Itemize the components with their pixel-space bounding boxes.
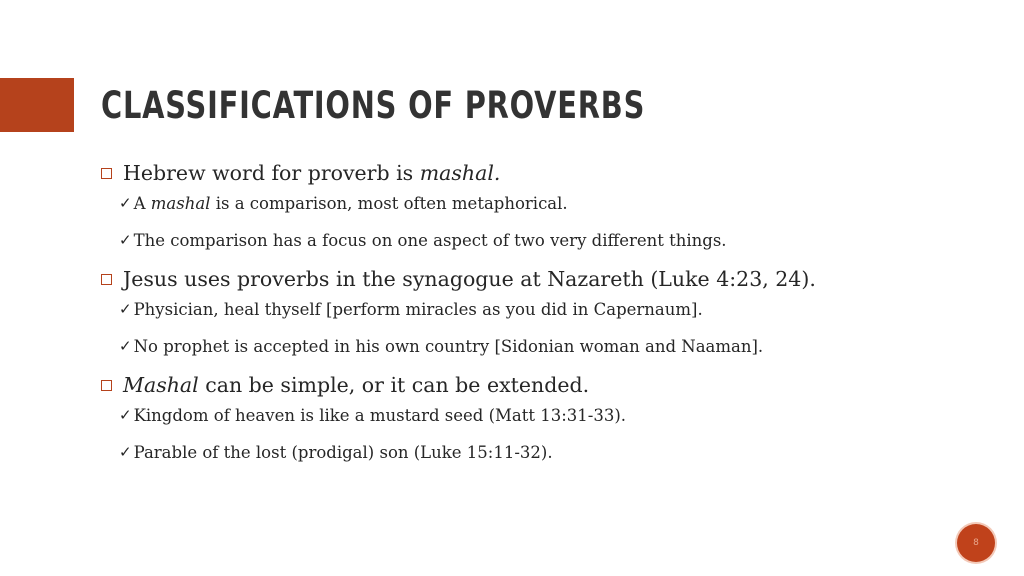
square-bullet-icon (101, 380, 112, 391)
bullet-text: Hebrew word for proverb is mashal. (123, 161, 501, 185)
title-block (0, 78, 799, 132)
bullet-item (100, 264, 1000, 294)
bullet-text: Mashal can be simple, or it can be extended. (123, 373, 590, 397)
sub-bullet-item (119, 333, 1000, 359)
sub-bullet-item (119, 190, 1000, 216)
bullet-item (100, 370, 1000, 400)
page-number-badge (957, 524, 995, 562)
sub-bullet-text: Kingdom of heaven is like a mustard seed (Matt 13:31-33). (133, 405, 627, 425)
bullet-group (100, 370, 1000, 465)
bullet-group (100, 264, 1000, 359)
checkmark-icon: ✓ (119, 443, 132, 461)
bullet-list (100, 158, 1000, 476)
checkmark-icon: ✓ (119, 231, 132, 249)
square-bullet-icon (101, 274, 112, 285)
sub-bullet-item (119, 227, 1000, 253)
checkmark-icon: ✓ (119, 194, 132, 212)
square-bullet-icon (101, 168, 112, 179)
checkmark-icon: ✓ (119, 300, 132, 318)
checkmark-icon: ✓ (119, 337, 132, 355)
bullet-text: Jesus uses proverbs in the synagogue at Nazareth (Luke 4:23, 24). (123, 267, 816, 291)
checkmark-icon: ✓ (119, 406, 132, 424)
page-number: 8 (973, 538, 979, 548)
sub-bullet-text: The comparison has a focus on one aspect of two very different things. (133, 230, 727, 250)
bullet-group (100, 158, 1000, 253)
sub-bullet-item (119, 296, 1000, 322)
sub-bullet-text: Physician, heal thyself [perform miracles as you did in Capernaum]. (133, 299, 703, 319)
bullet-item (100, 158, 1000, 188)
sub-bullet-item (119, 402, 1000, 428)
sub-bullet-text: Parable of the lost (prodigal) son (Luke 15:11-32). (133, 442, 553, 462)
title-accent-bar (0, 78, 74, 132)
slide-title: CLASSIFICATIONS OF PROVERBS (101, 83, 646, 127)
sub-bullet-item (119, 439, 1000, 465)
sub-bullet-text: A mashal is a comparison, most often metaphorical. (133, 193, 568, 213)
sub-bullet-text: No prophet is accepted in his own country [Sidonian woman and Naaman]. (133, 336, 764, 356)
